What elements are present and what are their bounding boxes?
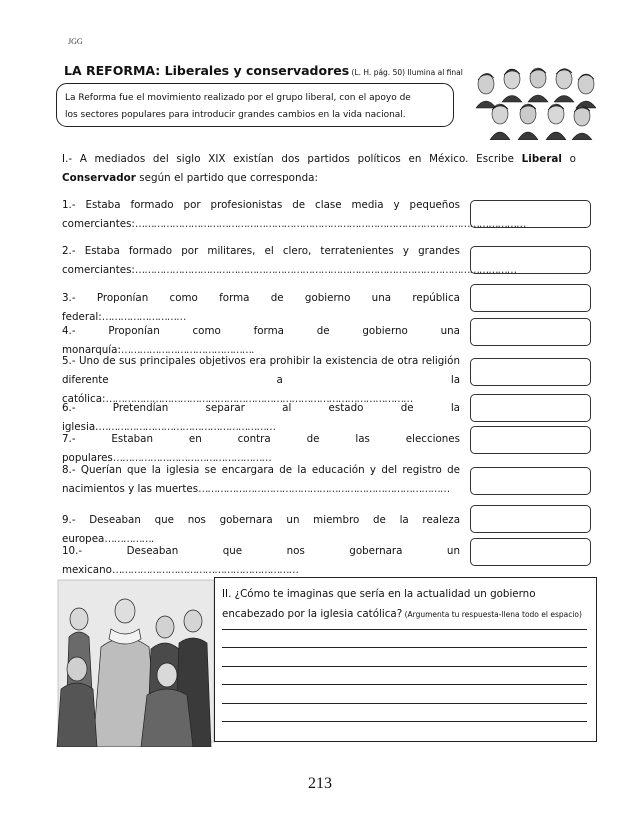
answer-box-7[interactable] (470, 426, 591, 454)
portrait-1 (476, 73, 496, 108)
portrait-2 (502, 69, 522, 102)
writing-line-2[interactable] (222, 647, 587, 648)
intro-box (56, 83, 454, 127)
page-title (64, 63, 463, 78)
answer-dots: …………………………………………………………………………………………………………… (134, 264, 517, 276)
page-number: 213 (308, 775, 332, 792)
answer-box-3[interactable] (470, 284, 591, 312)
answer-dots: …………………………………………… (112, 452, 271, 464)
question-note: (Argumenta tu respuesta-llena todo el espacio) (402, 610, 582, 619)
question-text: 9.- Deseaban que nos gobernara un miembro de la realeza europea (62, 514, 460, 545)
answer-dots: …………………………………………………… (111, 564, 298, 576)
portraits-illustration (472, 62, 596, 140)
portrait-3 (528, 68, 548, 102)
instructions-text: I.- A mediados del siglo XIX existían dos partidos políticos en México. Escribe (62, 153, 522, 165)
word-conservador: Conservador (62, 172, 136, 184)
answer-dots: ……………………………………………………………………… (198, 483, 450, 495)
portrait-5 (576, 74, 596, 108)
question-text: 4.- Proponían como forma de gobierno una monarquía: (62, 325, 460, 356)
portrait-8 (546, 104, 566, 140)
answer-dots: ………………………………………………… (98, 421, 276, 433)
title-reference: (L. H. pág. 50) Ilumina al final (349, 68, 463, 77)
writing-line-1[interactable] (222, 629, 587, 630)
question-text: 8.- Querían que la iglesia se encargara de la educación y del registro de nacimientos y las muertes (62, 464, 460, 495)
portrait-9 (572, 106, 592, 140)
answer-dots: ……………………… (101, 311, 186, 323)
word-liberal: Liberal (521, 153, 562, 165)
question-10 (62, 542, 460, 580)
portrait-4 (554, 69, 574, 102)
section-2-question (222, 584, 594, 625)
intro-line-1: La Reforma fue el movimiento realizado por el grupo liberal, con el apoyo de (65, 93, 411, 103)
answer-box-1[interactable] (470, 200, 591, 228)
question-text: 6.- Pretendían separar al estado de la iglesia. (62, 402, 460, 433)
question-text: 10.- Deseaban que nos gobernara un mexicano (62, 545, 460, 576)
writing-line-3[interactable] (222, 666, 587, 667)
writing-line-5[interactable] (222, 703, 587, 704)
answer-dots: ……………………………………. (120, 344, 254, 356)
document-code: JGG (68, 37, 83, 46)
answer-box-9[interactable] (470, 505, 591, 533)
portrait-6 (490, 104, 510, 140)
answer-box-2[interactable] (470, 246, 591, 274)
answer-box-8[interactable] (470, 467, 591, 495)
question-text: 7.- Estaban en contra de las elecciones populares (62, 433, 460, 464)
question-text: 3.- Proponían como forma de gobierno una república federal: (62, 292, 460, 323)
answer-box-5[interactable] (470, 358, 591, 386)
answer-dots: ……………………………………………………………………………………………………………… (134, 218, 526, 230)
question-text: 2.- Estaba formado por militares, el clero, terratenientes y grandes comerciantes: (62, 245, 460, 276)
instructions-end: según el partido que corresponda: (135, 172, 319, 184)
priests-illustration (55, 577, 215, 747)
title-text: LA REFORMA: Liberales y conservadores (64, 63, 350, 78)
answer-dots: ……………………………………………………………………………………… (105, 393, 413, 405)
writing-line-4[interactable] (222, 684, 587, 685)
question-2 (62, 242, 517, 280)
section-1-instructions (62, 150, 576, 188)
answer-box-4[interactable] (470, 318, 591, 346)
question-8 (62, 461, 460, 499)
question-text: 1.- Estaba formado por profesionistas de clase media y pequeños comerciantes: (62, 199, 460, 230)
answer-box-10[interactable] (470, 538, 591, 566)
question-text: 5.- Uno de sus principales objetivos era prohibir la existencia de otra religión diferente a la católica: (62, 355, 460, 405)
question-text: II. ¿Cómo te imaginas que sería en la actualidad un gobierno encabezado por la iglesia católica? (222, 588, 536, 620)
portrait-7 (518, 104, 538, 140)
question-1 (62, 196, 526, 234)
word-or: o (561, 153, 576, 165)
answer-dots: ……………. (104, 533, 154, 545)
intro-line-2: los sectores populares para introducir grandes cambios en la vida nacional. (65, 110, 406, 120)
answer-box-6[interactable] (470, 394, 591, 422)
writing-line-6[interactable] (222, 721, 587, 722)
